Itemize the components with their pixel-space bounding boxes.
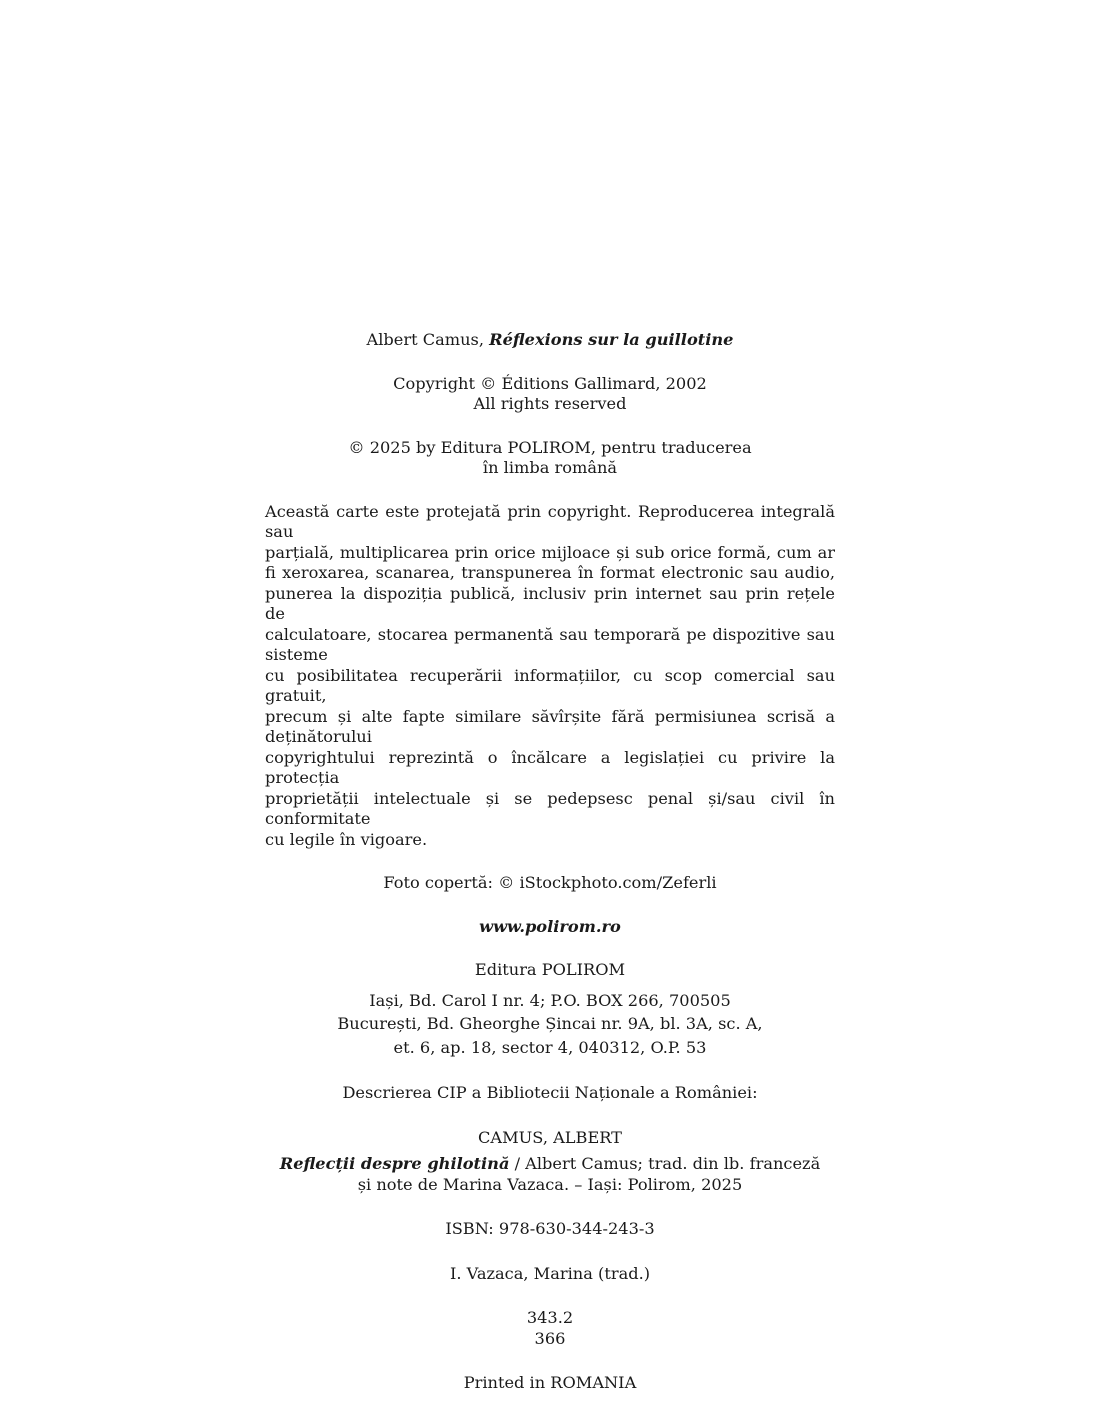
cip-author: CAMUS, ALBERT <box>478 1127 622 1147</box>
cip-entry <box>265 1154 835 1195</box>
cip-entry-line-1 <box>265 1154 835 1175</box>
address-line-2: București, Bd. Gheorghe Șincai nr. 9A, bl. 3A, sc. A, <box>337 1014 763 1033</box>
isbn: ISBN: 978-630-344-243-3 <box>445 1219 655 1238</box>
legal-notice-line: precum și alte fapte similare săvîrșite fără permisiunea scrisă a deținătorului <box>265 706 835 746</box>
legal-notice-line: cu posibilitatea recuperării informațiilor, cu scop comercial sau gratuit, <box>265 665 835 705</box>
legal-notice-line: calculatoare, stocarea permanentă sau temporară pe dispozitive sau sisteme <box>265 624 835 664</box>
printed-in: Printed in ROMANIA <box>463 1373 637 1392</box>
legal-notice-line: Această carte este protejată prin copyright. Reproducerea integrală sau <box>265 501 835 541</box>
copyright-line: Copyright © Éditions Gallimard, 2002 <box>393 373 707 393</box>
original-copyright <box>265 374 835 415</box>
cip-heading: Descrierea CIP a Bibliotecii Naționale a României: <box>342 1083 758 1102</box>
rights-line: All rights reserved <box>473 394 627 413</box>
legal-notice-line: cu legile în vigoare. <box>265 829 428 849</box>
legal-notice-line: proprietății intelectuale și se pedepsesc penal și/sau civil în conformitate <box>265 788 835 828</box>
website-link[interactable]: www.polirom.ro <box>479 916 621 936</box>
translation-copyright <box>265 438 835 479</box>
publisher-name: Editura POLIROM <box>474 960 626 979</box>
classification-2: 366 <box>534 1328 566 1348</box>
publisher-address <box>265 989 835 1060</box>
cip-contributor: I. Vazaca, Marina (trad.) <box>449 1263 651 1283</box>
legal-notice-line: parțială, multiplicarea prin orice mijloace și sub orice formă, cum ar <box>265 542 835 562</box>
original-author: Albert Camus, <box>366 330 484 349</box>
translation-line-1: © 2025 by Editura POLIROM, pentru traducerea <box>348 437 752 457</box>
classification <box>265 1308 835 1349</box>
cover-photo-credit: Foto copertă: © iStockphoto.com/Zeferli <box>383 873 717 892</box>
original-title: Réflexions sur la guillotine <box>489 330 734 349</box>
cip-title: Reflecții despre ghilotină <box>279 1154 510 1173</box>
address-line-1: Iași, Bd. Carol I nr. 4; P.O. BOX 266, 700505 <box>369 990 731 1010</box>
legal-notice <box>265 502 835 851</box>
cip-details-2: și note de Marina Vazaca. – Iași: Polirom, 2025 <box>357 1174 743 1194</box>
classification-1: 343.2 <box>526 1308 574 1327</box>
translation-line-2: în limba română <box>482 458 618 477</box>
legal-notice-line: fi xeroxarea, scanarea, transpunerea în format electronic sau audio, <box>265 563 835 582</box>
cip-details-1: / Albert Camus; trad. din lb. franceză <box>509 1154 821 1173</box>
copyright-page <box>265 330 835 1394</box>
legal-notice-line: copyrightului reprezintă o încălcare a legislației cu privire la protecția <box>265 747 835 787</box>
original-title-line <box>265 330 835 351</box>
legal-notice-line: punerea la dispoziția publică, inclusiv prin internet sau prin rețele de <box>265 583 835 623</box>
address-line-3: et. 6, ap. 18, sector 4, 040312, O.P. 53 <box>393 1037 707 1057</box>
